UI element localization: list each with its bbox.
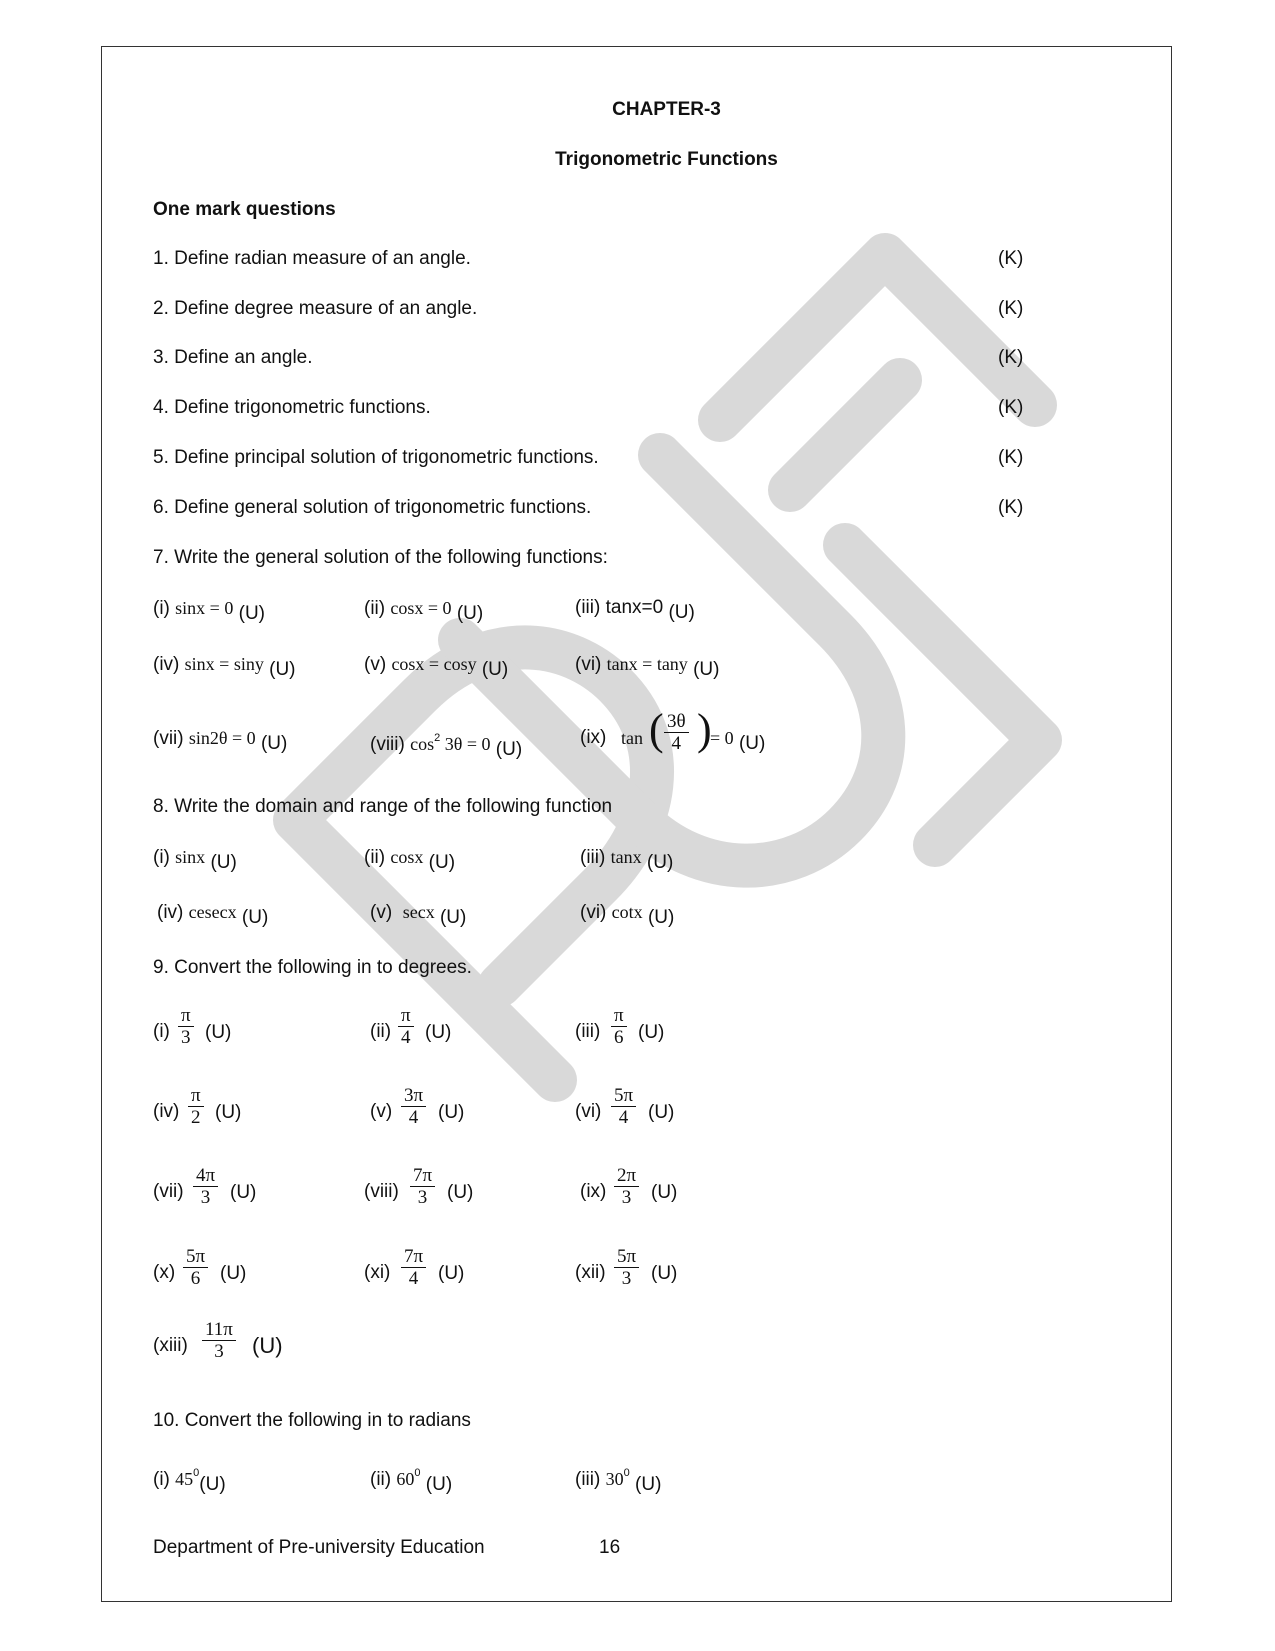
q7-item-ix-left-paren: ( (649, 705, 664, 754)
question-8: 8. Write the domain and range of the following function (153, 796, 613, 817)
question-3: 3. Define an angle. (153, 347, 313, 368)
q8-item-iii: (iii) tanx (U) (580, 847, 674, 873)
q10-item-ii: (ii) $60^0$ (U) (370, 1467, 453, 1495)
q9-item-vi-tag: (U) (648, 1102, 675, 1123)
q7-item-ix-right-paren: ) (697, 705, 712, 754)
q9-item-xii-tag: (U) (651, 1263, 678, 1284)
q9-item-i-tag: (U) (205, 1022, 232, 1043)
section-heading: One mark questions (153, 199, 336, 220)
question-2: 2. Define degree measure of an angle. (153, 298, 478, 319)
q9-item-iv-fraction: $\frac{\pi}{2}$ (188, 1085, 204, 1128)
question-1: 1. Define radian measure of an angle. (153, 248, 471, 269)
q9-item-xiii-fraction: $\frac{11\pi}{3}$ (202, 1319, 236, 1362)
q7-item-ix-fraction: $\frac{3\theta}{4}$ (664, 711, 689, 754)
q9-item-v-fraction: $\frac{3\pi}{4}$ (401, 1085, 426, 1128)
q7-item-ix-rhs: = 0 (U) (710, 728, 766, 754)
q8-item-ii: (ii) cosx (U) (364, 847, 456, 873)
q9-item-xii-fraction: $\frac{5\pi}{3}$ (614, 1246, 639, 1289)
question-5: 5. Define principal solution of trigonometric functions. (153, 447, 599, 468)
q9-item-x-tag: (U) (220, 1263, 247, 1284)
question-4: 4. Define trigonometric functions. (153, 397, 431, 418)
q9-item-iii-tag: (U) (638, 1022, 665, 1043)
q9-item-ix-fraction: $\frac{2\pi}{3}$ (614, 1165, 639, 1208)
q9-item-ii-fraction: $\frac{\pi}{4}$ (398, 1005, 414, 1048)
q9-item-ii-label: (ii) (370, 1021, 392, 1042)
question-3-tag: (K) (998, 347, 1024, 368)
q7-item-iii: (iii) tanx=0 (U) (575, 597, 695, 623)
q9-item-vi-label: (vi) (575, 1101, 602, 1122)
q7-item-ix-label: (ix) (580, 727, 607, 748)
q9-item-xi-tag: (U) (438, 1263, 465, 1284)
question-4-tag: (K) (998, 397, 1024, 418)
q9-item-vii-tag: (U) (230, 1182, 257, 1203)
chapter-heading: CHAPTER-3 (612, 99, 721, 120)
q9-item-ix-label: (ix) (580, 1181, 607, 1202)
question-10: 10. Convert the following in to radians (153, 1410, 471, 1431)
q9-item-v-tag: (U) (438, 1102, 465, 1123)
q7-item-ii: (ii) cosx = 0 (U) (364, 598, 484, 624)
q9-item-ix-tag: (U) (651, 1182, 678, 1203)
q9-item-i-label: (i) (153, 1021, 170, 1042)
q9-item-viii-fraction: $\frac{7\pi}{3}$ (410, 1165, 435, 1208)
q9-item-xii-label: (xii) (575, 1262, 606, 1283)
q9-item-vii-label: (vii) (153, 1181, 184, 1202)
page-title: Trigonometric Functions (555, 149, 778, 170)
q9-item-x-label: (x) (153, 1262, 176, 1283)
q9-item-xi-label: (xi) (364, 1262, 391, 1283)
question-7: 7. Write the general solution of the following functions: (153, 547, 608, 568)
q9-item-v-label: (v) (370, 1101, 393, 1122)
q9-item-x-fraction: $\frac{5\pi}{6}$ (183, 1246, 208, 1289)
footer-department: Department of Pre-university Education (153, 1537, 485, 1558)
q10-item-i: (i) $45^0(U)$ (153, 1467, 226, 1495)
question-6-tag: (K) (998, 497, 1024, 518)
q7-item-viii: (viii) $\cos^2 3\theta = 0$ (U) (370, 732, 523, 760)
q8-item-vi: (vi) cotx (U) (580, 902, 675, 928)
page-border (101, 46, 1172, 1602)
q9-item-vii-fraction: $\frac{4\pi}{3}$ (193, 1165, 218, 1208)
q9-item-xiii-tag: (U) (252, 1333, 283, 1358)
q9-item-iv-tag: (U) (215, 1102, 242, 1123)
q9-item-viii-tag: (U) (447, 1182, 474, 1203)
q9-item-i-fraction: $\frac{\pi}{3}$ (178, 1005, 194, 1048)
question-1-tag: (K) (998, 248, 1024, 269)
q7-item-v: (v) cosx = cosy (U) (364, 654, 509, 680)
q7-item-i: (i) sinx = 0 (U) (153, 598, 266, 624)
q10-item-iii: (iii) $30^0$ (U) (575, 1467, 662, 1495)
q8-item-v: (v) secx (U) (370, 902, 467, 928)
q9-item-xiii-label: (xiii) (153, 1335, 188, 1356)
question-5-tag: (K) (998, 447, 1024, 468)
q9-item-iv-label: (iv) (153, 1101, 180, 1122)
q9-item-xi-fraction: $\frac{7\pi}{4}$ (401, 1246, 426, 1289)
question-6: 6. Define general solution of trigonometric functions. (153, 497, 592, 518)
q9-item-ii-tag: (U) (425, 1022, 452, 1043)
q7-item-vi: (vi) tanx = tany (U) (575, 654, 720, 680)
q8-item-iv: (iv) cesecx (U) (157, 902, 269, 928)
q9-item-vi-fraction: $\frac{5\pi}{4}$ (611, 1085, 636, 1128)
q7-item-vii: (vii) sin2θ = 0 (U) (153, 728, 288, 754)
q9-item-viii-label: (viii) (364, 1181, 399, 1202)
q8-item-i: (i) sinx (U) (153, 847, 237, 873)
question-2-tag: (K) (998, 298, 1024, 319)
question-9: 9. Convert the following in to degrees. (153, 957, 472, 978)
q7-item-iv: (iv) sinx = siny (U) (153, 654, 296, 680)
q7-item-ix-func: tan (621, 728, 643, 748)
page-number: 16 (599, 1537, 621, 1558)
q9-item-iii-fraction: $\frac{\pi}{6}$ (611, 1005, 627, 1048)
q9-item-iii-label: (iii) (575, 1021, 601, 1042)
